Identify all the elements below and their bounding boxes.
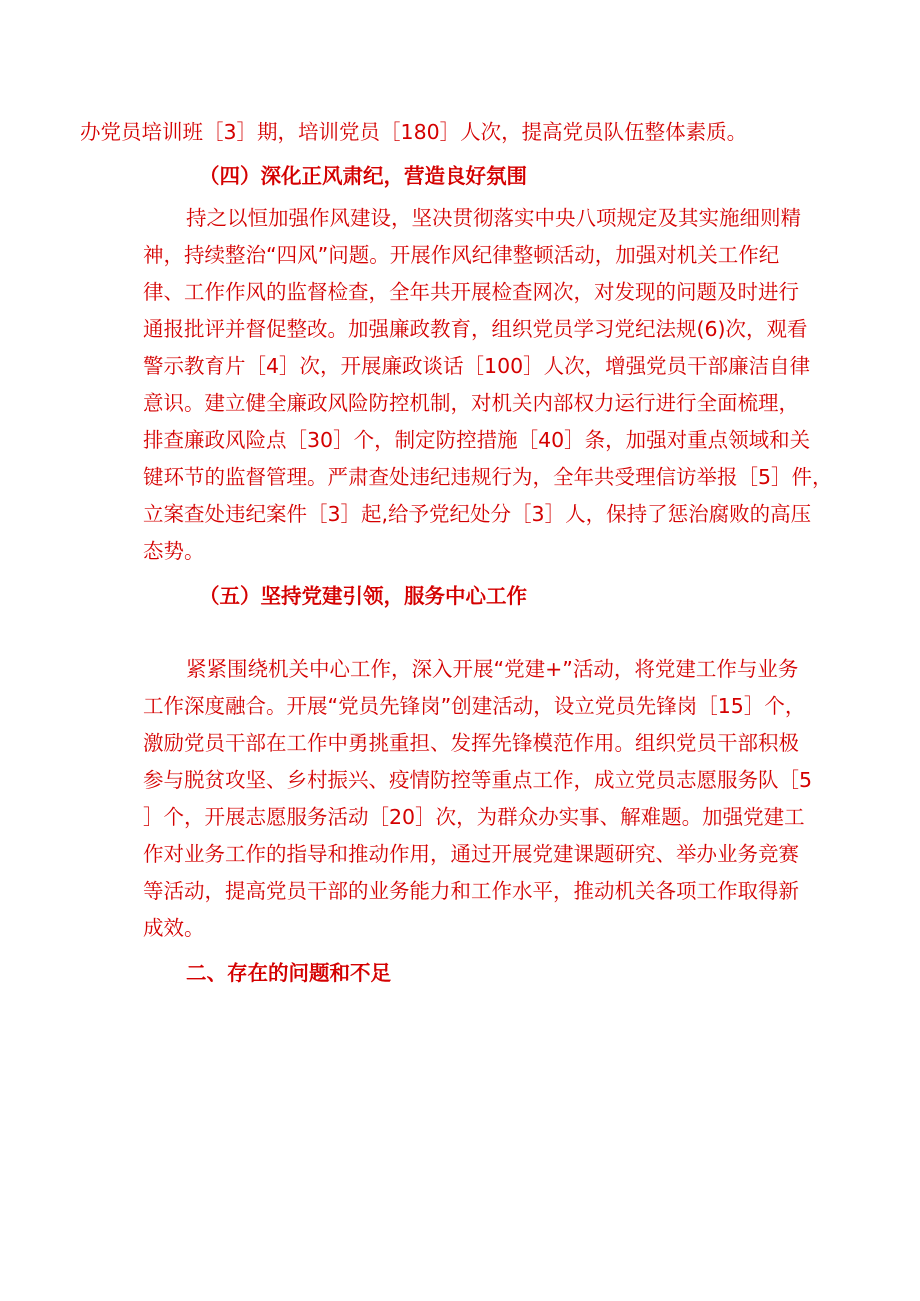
paragraph-line: 律、工作作风的监督检查，全年共开展检查网次，对发现的问题及时进行 [143,280,799,304]
paragraph-line: 排查廉政风险点［30］个，制定防控措施［40］条，加强对重点领域和关 [143,428,811,452]
paragraph-line: 持之以恒加强作风建设，坚决贯彻落实中央八项规定及其实施细则精 [186,206,801,230]
paragraph-line: 作对业务工作的指导和推动作用，通过开展党建课题研究、举办业务竞赛 [143,842,799,866]
paragraph-line: 立案查处违纪案件［3］起,给予党纪处分［3］人，保持了惩治腐败的高压 [143,502,812,526]
paragraph-line: 办党员培训班［3］期，培训党员［180］人次，提高党员队伍整体素质。 [80,120,748,144]
paragraph-line: 成效。 [143,916,205,940]
section-heading-2: 二、存在的问题和不足 [186,961,391,985]
paragraph-line: 激励党员干部在工作中勇挑重担、发挥先锋模范作用。组织党员干部积极 [143,731,799,755]
section-heading-5: （五）坚持党建引领，服务中心工作 [199,584,527,608]
paragraph-line: 工作深度融合。开展“党员先锋岗”创建活动，设立党员先锋岗［15］个， [143,694,806,718]
paragraph-line: 态势。 [143,539,205,563]
paragraph-line: 参与脱贫攻坚、乡村振兴、疫情防控等重点工作，成立党员志愿服务队［5 [143,768,813,792]
paragraph-line: 神，持续整治“四风”问题。开展作风纪律整顿活动，加强对机关工作纪 [143,243,780,267]
paragraph-line: 意识。建立健全廉政风险防控机制，对机关内部权力运行进行全面梳理， [143,391,799,415]
paragraph-line: 键环节的监督管理。严肃查处违纪违规行为，全年共受理信访举报［5］件， [143,465,833,489]
paragraph-line: 等活动，提高党员干部的业务能力和工作水平，推动机关各项工作取得新 [143,879,799,903]
paragraph-line: 通报批评并督促整改。加强廉政教育，组织党员学习党纪法规(6)次，观看 [143,317,808,341]
paragraph-line: ］个，开展志愿服务活动［20］次，为群众办实事、解难题。加强党建工 [143,805,805,829]
section-heading-4: （四）深化正风肃纪，营造良好氛围 [199,164,527,188]
paragraph-line: 紧紧围绕机关中心工作，深入开展“党建+”活动，将党建工作与业务 [186,657,799,681]
paragraph-line: 警示教育片［4］次，开展廉政谈话［100］人次，增强党员干部廉洁自律 [143,354,811,378]
